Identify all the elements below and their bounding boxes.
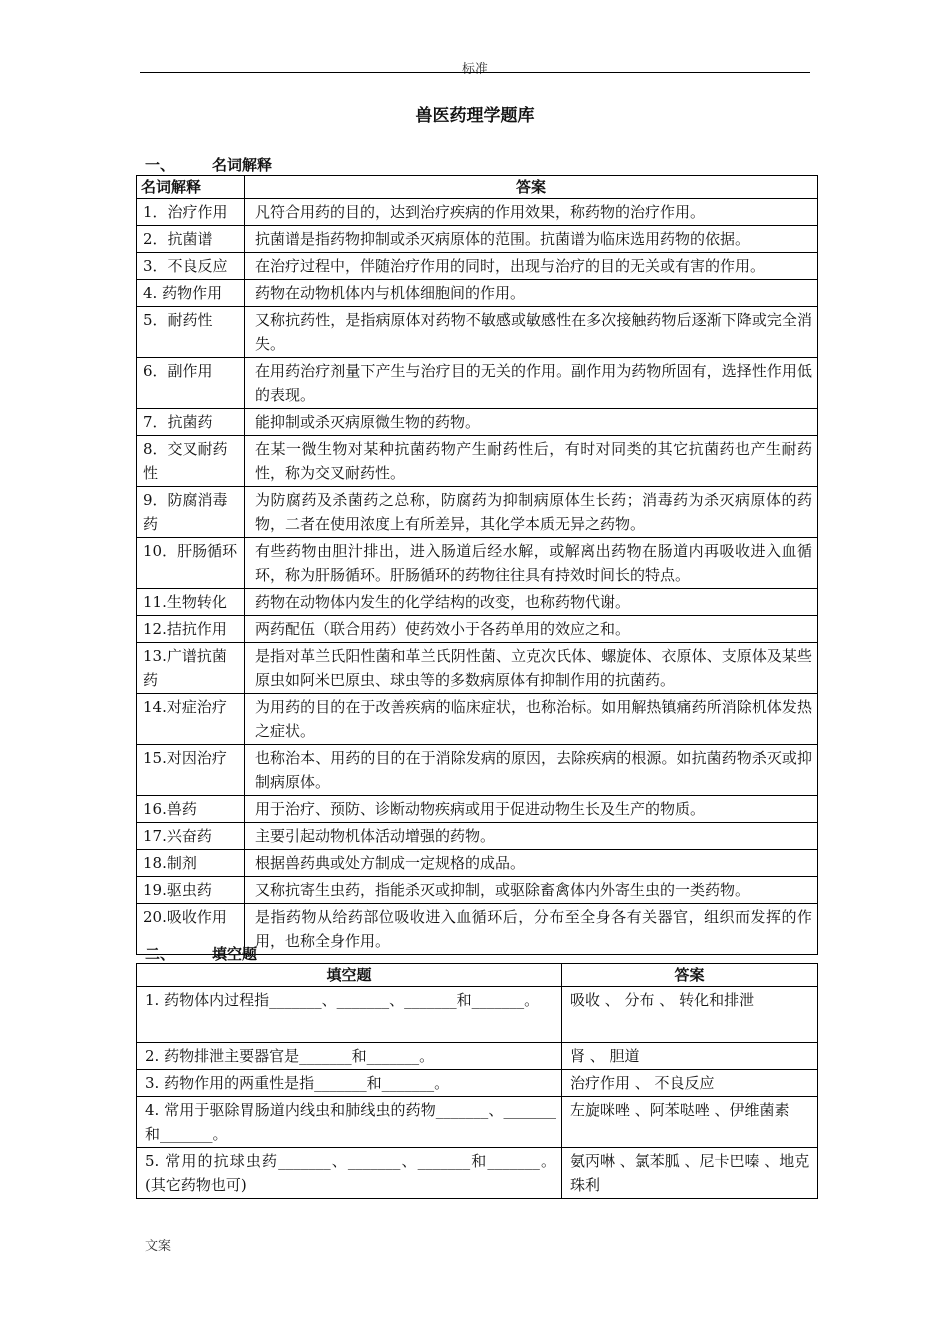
- definition-cell: 在用药治疗剂量下产生与治疗目的无关的作用。副作用为药物所固有，选择性作用低的表现。: [245, 358, 818, 409]
- definition-cell: 药物在动物体内发生的化学结构的改变，也称药物代谢。: [245, 589, 818, 616]
- question-cell: 5. 常用的抗球虫药_______、_______、_______和_______。(其它药物也可): [137, 1148, 562, 1199]
- table-row: [137, 199, 818, 226]
- section-title: 名词解释: [212, 156, 273, 174]
- definition-cell: 有些药物由胆汁排出，进入肠道后经水解，或解离出药物在肠道内再吸收进入血循环，称为肝肠循环。肝肠循环的药物往往具有持效时间长的特点。: [245, 538, 818, 589]
- definition-cell: 凡符合用药的目的，达到治疗疾病的作用效果，称药物的治疗作用。: [245, 199, 818, 226]
- term-cell: 5．耐药性: [137, 307, 245, 358]
- table-row: [137, 1070, 818, 1097]
- table-row: [137, 1043, 818, 1070]
- definition-cell: 为防腐药及杀菌药之总称，防腐药为抑制病原体生长药；消毒药为杀灭病原体的药物，二者在使用浓度上有所差异，其化学本质无异之药物。: [245, 487, 818, 538]
- term-cell: 4. 药物作用: [137, 280, 245, 307]
- question-cell: 1. 药物体内过程指_______、_______、_______和_______。: [137, 987, 562, 1043]
- column-header-answer: 答案: [562, 964, 818, 987]
- answer-cell: 治疗作用 、 不良反应: [562, 1070, 818, 1097]
- definition-cell: 两药配伍（联合用药）使药效小于各药单用的效应之和。: [245, 616, 818, 643]
- page-footer: 文案: [145, 1239, 172, 1254]
- table-row: [137, 436, 818, 487]
- table-row: [137, 745, 818, 796]
- definition-cell: 为用药的目的在于改善疾病的临床症状，也称治标。如用解热镇痛药所消除机体发热之症状。: [245, 694, 818, 745]
- term-cell: 9．防腐消毒药: [137, 487, 245, 538]
- header-rule: [140, 72, 810, 73]
- definition-cell: 也称治本、用药的目的在于消除发病的原因，去除疾病的根源。如抗菌药物杀灭或抑制病原体。: [245, 745, 818, 796]
- table-row: [137, 487, 818, 538]
- table-row: [137, 280, 818, 307]
- term-cell: 18.制剂: [137, 850, 245, 877]
- section-heading-1: [145, 154, 272, 175]
- definition-cell: 又称抗药性，是指病原体对药物不敏感或敏感性在多次接触药物后逐渐下降或完全消失。: [245, 307, 818, 358]
- page-header: 标准: [461, 62, 488, 77]
- term-cell: 11.生物转化: [137, 589, 245, 616]
- definition-cell: 在某一微生物对某种抗菌药物产生耐药性后，有时对同类的其它抗菌药也产生耐药性，称为交叉耐药性。: [245, 436, 818, 487]
- table-row: [137, 1148, 818, 1199]
- table-row: [137, 823, 818, 850]
- table-row: [137, 226, 818, 253]
- definition-cell: 主要引起动物机体活动增强的药物。: [245, 823, 818, 850]
- definition-cell: 能抑制或杀灭病原微生物的药物。: [245, 409, 818, 436]
- definition-cell: 抗菌谱是指药物抑制或杀灭病原体的范围。抗菌谱为临床选用药物的依据。: [245, 226, 818, 253]
- term-cell: 2．抗菌谱: [137, 226, 245, 253]
- answer-cell: 左旋咪唑 、阿苯哒唑 、伊维菌素: [562, 1097, 818, 1148]
- table-row: [137, 358, 818, 409]
- question-cell: 4. 常用于驱除胃肠道内线虫和肺线虫的药物_______、_______和_______。: [137, 1097, 562, 1148]
- definition-cell: 药物在动物机体内与机体细胞间的作用。: [245, 280, 818, 307]
- answer-cell: 氨丙啉 、氯苯胍 、尼卡巴嗪 、地克珠利: [562, 1148, 818, 1199]
- definition-cell: 是指对革兰氏阳性菌和革兰氏阴性菌、立克次氏体、螺旋体、衣原体、支原体及某些原虫如阿米巴原虫、球虫等的多数病原体有抑制作用的抗菌药。: [245, 643, 818, 694]
- column-header-question: 填空题: [137, 964, 562, 987]
- answer-cell: 吸收 、 分布 、 转化和排泄: [562, 987, 818, 1043]
- table-row: [137, 1097, 818, 1148]
- term-cell: 13.广谱抗菌药: [137, 643, 245, 694]
- term-cell: 1．治疗作用: [137, 199, 245, 226]
- term-cell: 6．副作用: [137, 358, 245, 409]
- term-cell: 16.兽药: [137, 796, 245, 823]
- term-cell: 17.兴奋药: [137, 823, 245, 850]
- term-cell: 7．抗菌药: [137, 409, 245, 436]
- definition-cell: 是指药物从给药部位吸收进入血循环后，分布至全身各有关器官，组织而发挥的作用，也称全身作用。: [245, 904, 818, 955]
- term-cell: 8．交叉耐药性: [137, 436, 245, 487]
- question-cell: 2. 药物排泄主要器官是_______和_______。: [137, 1043, 562, 1070]
- column-header-term: 名词解释: [137, 176, 245, 199]
- table-row: [137, 877, 818, 904]
- definition-cell: 在治疗过程中，伴随治疗作用的同时，出现与治疗的目的无关或有害的作用。: [245, 253, 818, 280]
- question-cell: 3. 药物作用的两重性是指_______和_______。: [137, 1070, 562, 1097]
- fill-blank-table: [136, 963, 818, 1199]
- term-cell: 12.拮抗作用: [137, 616, 245, 643]
- table-row: [137, 694, 818, 745]
- section-heading-2: [145, 943, 257, 964]
- table-row: [137, 850, 818, 877]
- table-row: [137, 409, 818, 436]
- table-row: [137, 987, 818, 1043]
- terms-table: [136, 175, 818, 955]
- table-row: [137, 616, 818, 643]
- definition-cell: 又称抗寄生虫药，指能杀灭或抑制，或驱除畜禽体内外寄生虫的一类药物。: [245, 877, 818, 904]
- table-row: [137, 589, 818, 616]
- term-cell: 3．不良反应: [137, 253, 245, 280]
- section-number: 一、: [145, 156, 176, 174]
- definition-cell: 用于治疗、预防、诊断动物疾病或用于促进动物生长及生产的物质。: [245, 796, 818, 823]
- definition-cell: 根据兽药典或处方制成一定规格的成品。: [245, 850, 818, 877]
- table-row: [137, 538, 818, 589]
- term-cell: 19.驱虫药: [137, 877, 245, 904]
- table-row: [137, 253, 818, 280]
- term-cell: 20.吸收作用: [137, 904, 245, 955]
- term-cell: 14.对症治疗: [137, 694, 245, 745]
- table-row: [137, 307, 818, 358]
- term-cell: 10．肝肠循环: [137, 538, 245, 589]
- column-header-answer: 答案: [245, 176, 818, 199]
- table-row: [137, 643, 818, 694]
- answer-cell: 肾 、 胆道: [562, 1043, 818, 1070]
- table-header-row: [137, 176, 818, 199]
- term-cell: 15.对因治疗: [137, 745, 245, 796]
- table-header-row: [137, 964, 818, 987]
- table-row: [137, 796, 818, 823]
- page-title: 兽医药理学题库: [415, 106, 535, 126]
- section-number: 二、: [145, 945, 176, 963]
- section-title: 填空题: [212, 945, 258, 963]
